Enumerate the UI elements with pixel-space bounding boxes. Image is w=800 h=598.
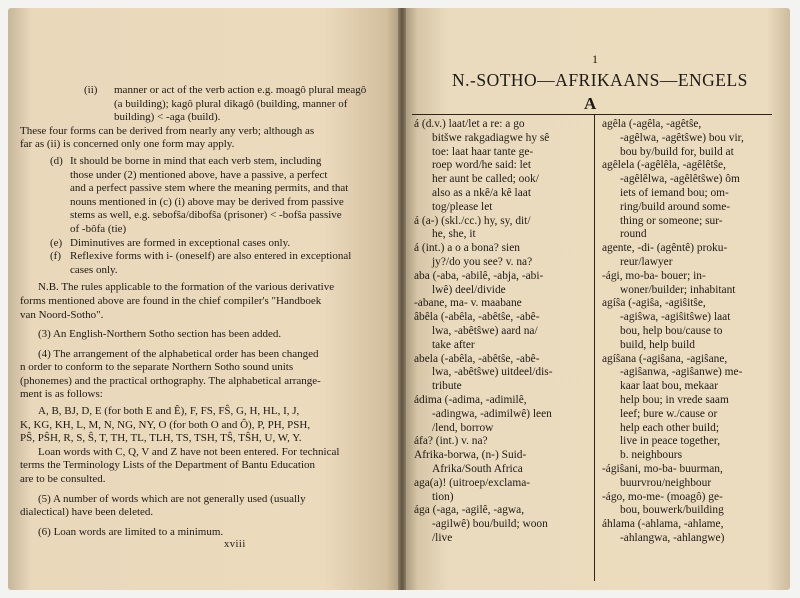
dictionary-entry	[602, 242, 786, 270]
line: and a perfect passive stem where the meaning permits, and that	[70, 182, 349, 195]
dictionary-entry	[414, 504, 592, 545]
dictionary-entry	[414, 118, 592, 215]
entry-headline: âbêla (-abêla, -abêtŝe, -abê-	[414, 311, 540, 324]
dictionary-entry	[414, 394, 592, 435]
entry-headline: ága (-aga, -agilê, -agwa,	[414, 504, 525, 517]
item-f-marker: (f)	[50, 250, 61, 263]
dictionary-entry	[414, 270, 592, 298]
entry-line: tog/please let	[432, 200, 493, 213]
entry-line: -ahlangwa, -ahlangwe)	[620, 531, 725, 544]
entry-line: -adingwa, -adimilwê) leen	[432, 407, 552, 420]
item-ii	[50, 84, 395, 125]
line: cases only.	[70, 263, 118, 276]
line: of -bôfa (tie)	[70, 222, 127, 235]
line: Diminutives are formed in exceptional cases only.	[70, 236, 291, 249]
entry-line: help each other build;	[620, 421, 720, 434]
entry-line: jy?/do you see? v. na?	[432, 255, 533, 268]
line: (4) The arrangement of the alphabetical order has been changed	[38, 347, 319, 360]
entry-line: her aunt be called; ook/	[432, 173, 539, 186]
entry-headline: -ágo, mo-me- (moagô) ge-	[602, 490, 723, 503]
header-rule	[412, 114, 772, 115]
entry-line: bou, bouwerk/building	[620, 504, 724, 517]
item-ii-marker: (ii)	[84, 84, 98, 96]
entry-line: ring/build around some-	[620, 200, 731, 213]
line: Loan words with C, Q, V and Z have not been entered. For technical	[38, 445, 340, 458]
line: Reflexive forms with i- (oneself) are also entered in exceptional	[70, 250, 352, 263]
entry-line: -agêlwa, -agêtŝwe) bou vir,	[620, 131, 744, 144]
entry-headline: áhlama (-ahlama, -ahlame,	[602, 518, 724, 531]
entry-headline: Afrika-borwa, (n-) Suid-	[414, 449, 527, 462]
entry-line: also as a nkê/a kê laat	[432, 186, 531, 199]
entry-line: bitšwe rakgadiagwe hy sê	[432, 131, 550, 144]
dictionary-entry	[602, 270, 786, 298]
line: far as (ii) is concerned only one form may apply.	[20, 138, 235, 151]
line: (phonemes) and the practical orthography. The alphabetical arrange-	[20, 374, 321, 387]
dictionary-entry	[602, 297, 786, 352]
line: those under (2) mentioned above, have a passive, a perfect	[70, 168, 328, 181]
entry-line: /lend, borrow	[432, 421, 494, 434]
entry-line: -agêlêlwa, -agêlêtŝwe) ôm	[620, 173, 740, 186]
entry-headline: agíŝana (-agiŝana, -agiŝane,	[602, 352, 728, 365]
line: These four forms can be derived from nearly any verb; although as	[20, 124, 315, 137]
column-divider	[594, 115, 595, 581]
dictionary-entry	[414, 297, 592, 311]
entry-headline: agêla (-agêla, -agêtŝe,	[602, 118, 702, 130]
entry-line: iets of iemand bou; om-	[620, 186, 729, 199]
dictionary-entry	[602, 159, 786, 242]
item-e	[50, 237, 395, 251]
entry-line: lwê) deel/divide	[432, 283, 506, 296]
entry-line: thing or someone; sur-	[620, 214, 723, 227]
dictionary-entry	[602, 118, 786, 159]
dictionary-entry	[414, 242, 592, 270]
entry-headline: agente, -di- (agêntê) proku-	[602, 242, 728, 255]
entry-headline: á (int.) a o a bona? sien	[414, 242, 520, 255]
line: ment is as follows:	[20, 388, 103, 401]
entry-line: reur/lawyer	[620, 255, 673, 268]
entry-line: take after	[432, 338, 475, 351]
entry-line: kaar laat bou, mekaar	[620, 380, 719, 393]
entry-line: b. neighbours	[620, 449, 683, 462]
dictionary-entry	[414, 477, 592, 505]
entry-headline: áfa? (int.) v. na?	[414, 435, 488, 448]
entry-line: roep word/he said: let	[432, 159, 532, 172]
entry-headline: -ági, mo-ba- bouer; in-	[602, 269, 706, 282]
book-gutter	[398, 8, 406, 590]
dictionary-entry	[414, 353, 592, 394]
left-page-text	[20, 84, 395, 539]
line: PŜ, PŜH, R, S, Ŝ, T, TH, TL, TLH, TS, TSH, TŜ, TŜH, U, W, Y.	[20, 432, 302, 445]
entry-headline: agíŝa (-agiŝa, -agiŝitŝe,	[602, 297, 706, 310]
dictionary-entry	[602, 353, 786, 463]
right-page	[402, 8, 790, 590]
entry-line: lwa, -abêtŝwe) aard na/	[432, 324, 538, 337]
line: K, KG, KH, L, M, N, NG, NY, O (for both O and Ô), P, PH, PSH,	[20, 418, 311, 431]
line: A, B, BJ, D, E (for both E and Ê), F, FS, FŜ, G, H, HL, I, J,	[38, 405, 300, 418]
entry-line: bou by/build for, build at	[620, 145, 734, 158]
entry-line: build, help build	[620, 338, 695, 351]
entry-line: /live	[432, 531, 453, 544]
line: building) < -aga (build).	[114, 111, 221, 124]
entry-line: toe: laat haar tante ge-	[432, 145, 534, 158]
dictionary-entry	[414, 215, 592, 243]
entry-headline: ádima (-adima, -adimilê,	[414, 393, 527, 406]
section-title: N.-SOTHO—AFRIKAANS—ENGELS	[452, 70, 748, 90]
entry-headline: aba (-aba, -abilê, -abja, -abi-	[414, 269, 544, 282]
entry-headline: agêlela (-agêlêla, -agêlêtŝe,	[602, 159, 726, 172]
line: (6) Loan words are limited to a minimum.	[38, 525, 224, 538]
page-number-left: xviii	[224, 539, 246, 550]
line: (3) An English-Northern Sotho section has been added.	[38, 328, 282, 341]
entry-line: lwa, -abêtŝwe) uitdeel/dis-	[432, 366, 553, 379]
entry-line: -agilwê) bou/build; woon	[432, 518, 548, 531]
section-letter: A	[584, 94, 597, 113]
dictionary-entry	[414, 435, 592, 449]
line: forms mentioned above are found in the chief compiler's "Handboek	[20, 294, 322, 307]
entry-line: round	[620, 228, 647, 241]
page-number-right: 1	[592, 52, 598, 66]
entry-line: woner/builder; inhabitant	[620, 283, 736, 296]
line: dialectical) have been deleted.	[20, 506, 154, 519]
line: manner or act of the verb action e.g. moagô plural meagô	[114, 84, 367, 96]
entry-line: leef; bure w./cause or	[620, 407, 718, 420]
line: (a building); kagô plural dikagô (building, manner of	[114, 97, 348, 110]
entry-line: -agiŝanwa, -agiŝanwe) me-	[620, 366, 743, 379]
line: are to be consulted.	[20, 473, 106, 486]
line: It should be borne in mind that each verb stem, including	[70, 154, 322, 167]
line: N.B. The rules applicable to the formation of the various derivative	[38, 281, 335, 294]
line: stems as well, e.g. sebofŝa/dibofŝa (prisoner) < -bofŝa passive	[70, 209, 342, 222]
entry-line: live in peace together,	[620, 435, 721, 448]
dictionary-entry	[602, 491, 786, 519]
item-d	[50, 155, 395, 237]
line: n order to conform to the separate Northern Sotho sound units	[20, 361, 294, 374]
entry-headline: -abane, ma- v. maabane	[414, 297, 522, 310]
entry-line: buurvrou/neighbour	[620, 476, 712, 489]
entry-headline: -ágiŝani, mo-ba- buurman,	[602, 462, 723, 475]
entry-headline: aga(a)! (uitroep/exclama-	[414, 476, 531, 489]
entry-line: help bou; in vrede saam	[620, 393, 729, 406]
entry-line: tribute	[432, 380, 462, 393]
entry-line: tion)	[432, 490, 454, 503]
line: terms the Terminology Lists of the Department of Bantu Education	[20, 459, 316, 472]
entry-line: bou, help bou/cause to	[620, 324, 723, 337]
item-d-marker: (d)	[50, 154, 63, 167]
dictionary-entry	[414, 449, 592, 477]
dictionary-column-left	[414, 118, 592, 546]
item-f	[50, 250, 395, 277]
entry-headline: á (a-) (skl./cc.) hy, sy, dit/	[414, 214, 531, 227]
line: nouns mentioned in (c) (i) above may be derived from passive	[70, 195, 344, 208]
entry-headline: á (d.v.) laat/let a re: a go	[414, 118, 525, 130]
line: (5) A number of words which are not generally used (usually	[38, 492, 306, 505]
dictionary-entry	[602, 518, 786, 546]
entry-line: Afrika/South Africa	[432, 462, 523, 475]
dictionary-column-right	[602, 118, 786, 546]
entry-headline: abela (-abêla, -abêtŝe, -abê-	[414, 352, 540, 365]
left-page	[8, 8, 402, 590]
entry-line: he, she, it	[432, 228, 476, 241]
entry-line: -agiŝwa, -agiŝitŝwe) laat	[620, 311, 731, 324]
dictionary-entry	[602, 463, 786, 491]
dictionary-entry	[414, 311, 592, 352]
line: van Noord-Sotho".	[20, 308, 104, 321]
item-e-marker: (e)	[50, 236, 63, 249]
